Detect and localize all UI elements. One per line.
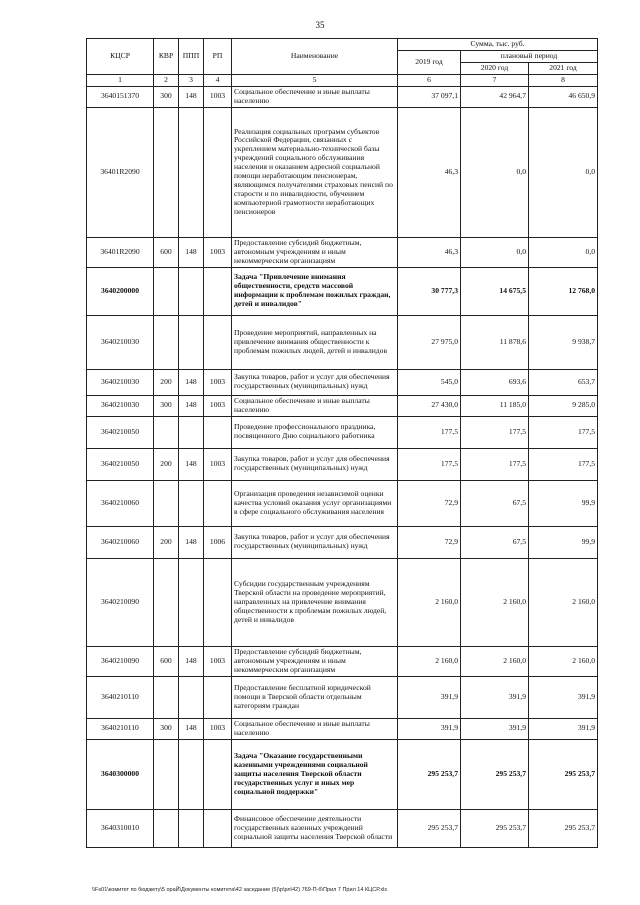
value-2019-cell: 46,3: [398, 237, 461, 267]
name-cell: Предоставление субсидий бюджетным, автономным учреждениям и иным некоммерческим организациям: [232, 646, 398, 676]
rp-cell: 1003: [204, 237, 232, 267]
header-kvr: КВР: [154, 39, 179, 75]
kvr-cell: [154, 676, 179, 718]
header-rp: РП: [204, 39, 232, 75]
value-2021-cell: 99,9: [529, 480, 598, 526]
rp-cell: 1003: [204, 369, 232, 395]
ppp-cell: 148: [179, 237, 204, 267]
table-row: [87, 526, 598, 558]
kvr-cell: [154, 809, 179, 847]
column-index: 3: [179, 74, 204, 86]
table-row: [87, 395, 598, 416]
table-row: [87, 107, 598, 237]
value-2021-cell: 391,9: [529, 718, 598, 739]
kcsr-cell: 36401R2090: [87, 237, 154, 267]
name-cell: Проведение мероприятий, направленных на привлечение внимания общественности к проблемам пожилых людей, детей и инвалидов: [232, 315, 398, 369]
value-2020-cell: 177,5: [461, 448, 529, 480]
table-row: [87, 416, 598, 448]
budget-table: [86, 38, 598, 848]
rp-cell: 1003: [204, 395, 232, 416]
value-2020-cell: 42 964,7: [461, 86, 529, 107]
table-row: [87, 237, 598, 267]
name-cell: Субсидии государственным учреждениям Тверской области на проведение мероприятий, направленных на привлечение внимания общественности к проблемам пожилых людей, детей и инвалидов: [232, 558, 398, 646]
table-row: [87, 480, 598, 526]
value-2021-cell: 177,5: [529, 416, 598, 448]
kcsr-cell: 3640210090: [87, 558, 154, 646]
header-name: Наименование: [232, 39, 398, 75]
rp-cell: [204, 416, 232, 448]
kcsr-cell: 3640151370: [87, 86, 154, 107]
value-2019-cell: 177,5: [398, 416, 461, 448]
table-body: [87, 86, 598, 847]
kcsr-cell: 3640300000: [87, 739, 154, 809]
table-row: [87, 676, 598, 718]
kvr-cell: 300: [154, 395, 179, 416]
kcsr-cell: 3640210050: [87, 416, 154, 448]
value-2019-cell: 295 253,7: [398, 809, 461, 847]
value-2021-cell: 295 253,7: [529, 809, 598, 847]
value-2021-cell: 9 938,7: [529, 315, 598, 369]
name-cell: Закупка товаров, работ и услуг для обеспечения государственных (муниципальных) нужд: [232, 448, 398, 480]
value-2021-cell: 653,7: [529, 369, 598, 395]
kvr-cell: [154, 107, 179, 237]
value-2021-cell: 295 253,7: [529, 739, 598, 809]
value-2019-cell: 72,9: [398, 526, 461, 558]
kvr-cell: 600: [154, 237, 179, 267]
ppp-cell: 148: [179, 395, 204, 416]
kcsr-cell: 3640200000: [87, 267, 154, 315]
kvr-cell: 300: [154, 86, 179, 107]
rp-cell: [204, 315, 232, 369]
name-cell: Закупка товаров, работ и услуг для обеспечения государственных (муниципальных) нужд: [232, 369, 398, 395]
name-cell: Задача "Привлечение внимания общественности, средств массовой информации к проблемам пожилых граждан, детей и инвалидов": [232, 267, 398, 315]
value-2019-cell: 37 097,1: [398, 86, 461, 107]
name-cell: Закупка товаров, работ и услуг для обеспечения государственных (муниципальных) нужд: [232, 526, 398, 558]
kvr-cell: [154, 267, 179, 315]
value-2019-cell: 30 777,3: [398, 267, 461, 315]
ppp-cell: [179, 267, 204, 315]
value-2019-cell: 27 975,0: [398, 315, 461, 369]
header-2019: 2019 год: [398, 50, 461, 74]
value-2021-cell: 12 768,0: [529, 267, 598, 315]
rp-cell: [204, 739, 232, 809]
name-cell: Социальное обеспечение и иные выплаты населению: [232, 718, 398, 739]
kcsr-cell: 3640210050: [87, 448, 154, 480]
kcsr-cell: 3640310010: [87, 809, 154, 847]
ppp-cell: [179, 739, 204, 809]
header-kcsr: КЦСР: [87, 39, 154, 75]
name-cell: Предоставление субсидий бюджетным, автономным учреждениям и иным некоммерческим организациям: [232, 237, 398, 267]
header-2020: 2020 год: [461, 62, 529, 74]
header-plan-period: плановый период: [461, 50, 598, 62]
header-2021: 2021 год: [529, 62, 598, 74]
ppp-cell: 148: [179, 646, 204, 676]
name-cell: Социальное обеспечение и иные выплаты населению: [232, 86, 398, 107]
value-2019-cell: 46,3: [398, 107, 461, 237]
value-2021-cell: 0,0: [529, 107, 598, 237]
kvr-cell: 600: [154, 646, 179, 676]
page-number: 35: [315, 20, 325, 30]
value-2020-cell: 391,9: [461, 676, 529, 718]
value-2021-cell: 2 160,0: [529, 558, 598, 646]
value-2019-cell: 2 160,0: [398, 558, 461, 646]
rp-cell: 1006: [204, 526, 232, 558]
kcsr-cell: 3640210060: [87, 480, 154, 526]
kcsr-cell: 3640210090: [87, 646, 154, 676]
rp-cell: [204, 676, 232, 718]
value-2020-cell: 391,9: [461, 718, 529, 739]
value-2021-cell: 99,9: [529, 526, 598, 558]
column-index: 8: [529, 74, 598, 86]
value-2021-cell: 0,0: [529, 237, 598, 267]
kcsr-cell: 3640210110: [87, 718, 154, 739]
kvr-cell: 200: [154, 526, 179, 558]
rp-cell: 1003: [204, 718, 232, 739]
column-index: 7: [461, 74, 529, 86]
table-row: [87, 369, 598, 395]
name-cell: Реализация социальных программ субъектов Российской Федерации, связанных с укреплением материально-технической базы учреждений социального обслуживания населения и оказанием адресной социальной помощи неработающим пенсионерам, являющимся получателями страховых пенсий по старости и по инвалидности, обучением компьютерной грамотности неработающих пенсионеров: [232, 107, 398, 237]
ppp-cell: [179, 809, 204, 847]
table-row: [87, 809, 598, 847]
table-row: [87, 739, 598, 809]
table-row: [87, 86, 598, 107]
ppp-cell: [179, 107, 204, 237]
table-row: [87, 646, 598, 676]
value-2021-cell: 2 160,0: [529, 646, 598, 676]
ppp-cell: [179, 676, 204, 718]
rp-cell: 1003: [204, 86, 232, 107]
value-2020-cell: 177,5: [461, 416, 529, 448]
kvr-cell: [154, 558, 179, 646]
value-2020-cell: 11 878,6: [461, 315, 529, 369]
ppp-cell: 148: [179, 526, 204, 558]
value-2019-cell: 391,9: [398, 718, 461, 739]
kvr-cell: [154, 480, 179, 526]
kvr-cell: 200: [154, 369, 179, 395]
kcsr-cell: 3640210030: [87, 315, 154, 369]
value-2021-cell: 391,9: [529, 676, 598, 718]
name-cell: Проведение профессионального праздника, посвященного Дню социального работника: [232, 416, 398, 448]
name-cell: Социальное обеспечение и иные выплаты населению: [232, 395, 398, 416]
value-2019-cell: 27 430,0: [398, 395, 461, 416]
kcsr-cell: 3640210030: [87, 369, 154, 395]
table-header: [87, 39, 598, 87]
rp-cell: [204, 107, 232, 237]
column-index-row: [87, 74, 598, 86]
value-2020-cell: 0,0: [461, 237, 529, 267]
value-2019-cell: 2 160,0: [398, 646, 461, 676]
ppp-cell: 148: [179, 448, 204, 480]
kvr-cell: [154, 739, 179, 809]
rp-cell: 1003: [204, 448, 232, 480]
column-index: 5: [232, 74, 398, 86]
table-row: [87, 267, 598, 315]
ppp-cell: [179, 416, 204, 448]
value-2020-cell: 2 160,0: [461, 646, 529, 676]
value-2019-cell: 545,0: [398, 369, 461, 395]
table-row: [87, 718, 598, 739]
value-2020-cell: 67,5: [461, 526, 529, 558]
table-row: [87, 558, 598, 646]
value-2019-cell: 391,9: [398, 676, 461, 718]
rp-cell: [204, 809, 232, 847]
ppp-cell: 148: [179, 369, 204, 395]
kvr-cell: 200: [154, 448, 179, 480]
name-cell: Предоставление бесплатной юридической помощи в Тверской области отдельным категориям граждан: [232, 676, 398, 718]
name-cell: Задача "Оказание государственными казенными учреждениями социальной защиты населения Тверской области государственных услуг и иных мер социальной поддержки": [232, 739, 398, 809]
ppp-cell: 148: [179, 86, 204, 107]
table-row: [87, 315, 598, 369]
ppp-cell: 148: [179, 718, 204, 739]
column-index: 2: [154, 74, 179, 86]
rp-cell: [204, 480, 232, 526]
ppp-cell: [179, 558, 204, 646]
rp-cell: [204, 267, 232, 315]
value-2019-cell: 177,5: [398, 448, 461, 480]
value-2020-cell: 0,0: [461, 107, 529, 237]
value-2019-cell: 295 253,7: [398, 739, 461, 809]
column-index: 6: [398, 74, 461, 86]
rp-cell: 1003: [204, 646, 232, 676]
kcsr-cell: 36401R2090: [87, 107, 154, 237]
value-2020-cell: 2 160,0: [461, 558, 529, 646]
value-2021-cell: 9 285,0: [529, 395, 598, 416]
kvr-cell: [154, 315, 179, 369]
rp-cell: [204, 558, 232, 646]
ppp-cell: [179, 480, 204, 526]
value-2020-cell: 14 675,5: [461, 267, 529, 315]
value-2021-cell: 177,5: [529, 448, 598, 480]
value-2020-cell: 693,6: [461, 369, 529, 395]
kcsr-cell: 3640210060: [87, 526, 154, 558]
ppp-cell: [179, 315, 204, 369]
kcsr-cell: 3640210110: [87, 676, 154, 718]
kvr-cell: 300: [154, 718, 179, 739]
header-ppp: ППП: [179, 39, 204, 75]
value-2019-cell: 72,9: [398, 480, 461, 526]
value-2021-cell: 46 650,9: [529, 86, 598, 107]
value-2020-cell: 67,5: [461, 480, 529, 526]
column-index: 4: [204, 74, 232, 86]
footer-file-path: \\Fs01\комитет по бюджету\5 ораЙ\Документы комитета\42 заседание (5)\р\рл\42) 769-П-б\Прил 7 Прил 14 КЦСР.xls: [92, 887, 388, 893]
kvr-cell: [154, 416, 179, 448]
value-2020-cell: 11 185,0: [461, 395, 529, 416]
header-sum: Сумма, тыс. руб.: [398, 39, 598, 51]
table-row: [87, 448, 598, 480]
name-cell: Организация проведения независимой оценки качества условий оказания услуг организациями в сфере социального обслуживания населения: [232, 480, 398, 526]
value-2020-cell: 295 253,7: [461, 809, 529, 847]
value-2020-cell: 295 253,7: [461, 739, 529, 809]
name-cell: Финансовое обеспечение деятельности государственных казенных учреждений социальной защиты населения Тверской области: [232, 809, 398, 847]
column-index: 1: [87, 74, 154, 86]
kcsr-cell: 3640210030: [87, 395, 154, 416]
